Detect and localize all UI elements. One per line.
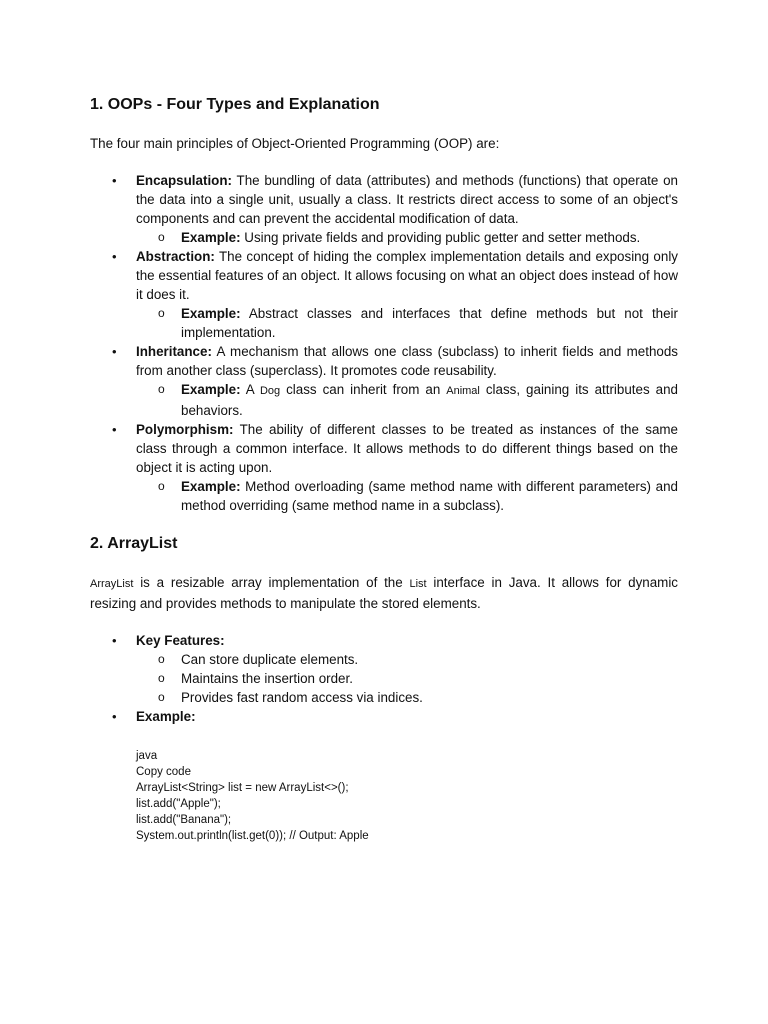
bullet-icon: • [112, 709, 117, 724]
example-text: Abstract classes and interfaces that define methods but not their implementation. [181, 306, 678, 340]
code-block [136, 748, 678, 844]
list-item-inheritance [90, 342, 678, 420]
example-list [136, 304, 678, 342]
example-text-middle: class can inherit from an [280, 382, 447, 397]
section-1-intro: The four main principles of Object-Oriented Programming (OOP) are: [90, 136, 500, 151]
inline-code-dog: Dog [259, 385, 281, 397]
list-item-example [90, 707, 678, 726]
term-description: The concept of hiding the complex implementation details and exposing only the essential features of an object. It allows focusing on what an object does instead of how it does it. [136, 249, 678, 302]
example-item [136, 477, 678, 515]
term-label: Polymorphism: [136, 422, 234, 437]
code-line: list.add("Banana"); [136, 814, 232, 826]
intro-text-end: interface in Java. It allows for dynamic resizing and provides methods to manipulate the stored elements. [90, 575, 678, 611]
example-label: Example: [181, 306, 241, 321]
sub-bullet-icon: o [158, 671, 165, 685]
bullet-icon: • [112, 173, 117, 188]
term-description: The bundling of data (attributes) and methods (functions) that operate on the data into a single unit, usually a class. It restricts direct access to some of an object's components and can prevent the accidental modification of data. [136, 173, 678, 226]
feature-text: Can store duplicate elements. [181, 652, 359, 667]
term-label: Encapsulation: [136, 173, 232, 188]
example-label: Example: [181, 479, 241, 494]
list-item-abstraction [90, 247, 678, 342]
bullet-icon: • [112, 249, 117, 264]
sub-bullet-icon: o [158, 652, 165, 666]
example-item [136, 380, 678, 420]
feature-item [136, 669, 678, 688]
sub-bullet-icon: o [158, 479, 165, 493]
example-text-end: class, gaining its attributes and behaviors. [181, 382, 678, 418]
example-text-start: A [240, 382, 260, 397]
inline-code-animal: Animal [446, 385, 480, 397]
example-label: Example: [181, 382, 241, 397]
bullet-icon: • [112, 633, 117, 648]
section-1-heading: 1. OOPs - Four Types and Explanation [90, 96, 380, 113]
list-item-key-features [90, 631, 678, 707]
bullet-icon: • [112, 344, 117, 359]
code-language-label: java [136, 750, 158, 762]
list-item-encapsulation [90, 171, 678, 247]
sub-bullet-icon: o [158, 382, 165, 396]
sub-bullet-icon: o [158, 690, 165, 704]
intro-text-middle: is a resizable array implementation of the [133, 575, 410, 590]
inline-code-list: List [409, 578, 427, 590]
features-list [136, 650, 678, 707]
example-heading: Example: [136, 709, 196, 724]
example-label: Example: [181, 230, 241, 245]
term-description: A mechanism that allows one class (subclass) to inherit fields and methods from another class (superclass). It promotes code reusability. [136, 344, 678, 378]
list-item-polymorphism [90, 420, 678, 515]
section-2-intro [90, 573, 678, 613]
oop-principles-list [90, 171, 678, 515]
term-label: Inheritance: [136, 344, 212, 359]
feature-text: Maintains the insertion order. [181, 671, 353, 686]
section-2-heading: 2. ArrayList [90, 535, 178, 552]
code-line: ArrayList<String> list = new ArrayList<>(); [136, 782, 349, 794]
sub-bullet-icon: o [158, 306, 165, 320]
feature-item [136, 650, 678, 669]
example-text: Using private fields and providing public getter and setter methods. [240, 230, 641, 245]
example-list [136, 477, 678, 515]
code-line: list.add("Apple"); [136, 798, 221, 810]
copy-code-link[interactable]: Copy code [136, 766, 191, 778]
sub-bullet-icon: o [158, 230, 165, 244]
feature-item [136, 688, 678, 707]
code-line: System.out.println(list.get(0)); // Output: Apple [136, 830, 369, 842]
example-list [136, 228, 678, 247]
example-list [136, 380, 678, 420]
bullet-icon: • [112, 422, 117, 437]
example-item [136, 228, 678, 247]
key-features-label: Key Features: [136, 633, 225, 648]
term-description: The ability of different classes to be treated as instances of the same class through a common interface. It allows methods to do different things based on the object it is acting upon. [136, 422, 678, 475]
example-item [136, 304, 678, 342]
arraylist-list [90, 631, 678, 726]
feature-text: Provides fast random access via indices. [181, 690, 423, 705]
term-label: Abstraction: [136, 249, 215, 264]
inline-code-arraylist: ArrayList [90, 578, 134, 590]
example-text: Method overloading (same method name with different parameters) and method overriding (same method name in a subclass). [181, 479, 678, 513]
